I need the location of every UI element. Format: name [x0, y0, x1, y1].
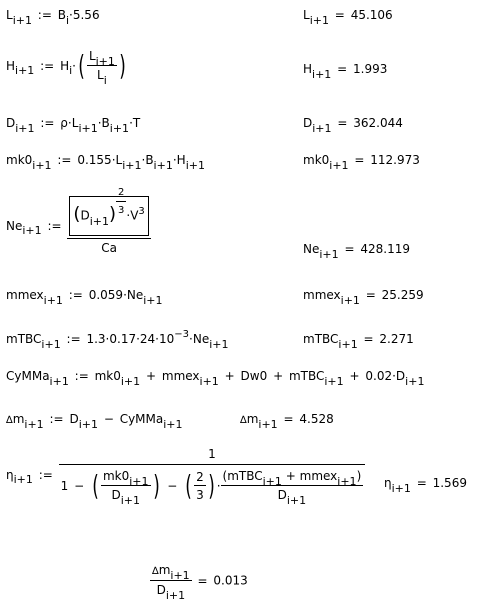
- var-mTBC: mTBC: [303, 332, 339, 346]
- var-Ne: Ne: [126, 288, 144, 302]
- subscript: i: [69, 64, 73, 77]
- result-value: 1.569: [432, 476, 467, 490]
- subscript: i+1: [122, 159, 142, 172]
- fraction-2-3: [194, 469, 206, 503]
- eq-D-definition: [6, 116, 141, 135]
- const: 0.02: [365, 369, 393, 383]
- assign-op: :=: [40, 116, 55, 130]
- right-paren: ): [356, 469, 362, 483]
- var-Ne: Ne: [6, 219, 23, 233]
- numerator: [221, 468, 364, 486]
- var-B: B: [101, 116, 110, 130]
- var-D: D: [303, 116, 313, 130]
- var-D: D: [395, 369, 406, 383]
- eq-mmex-definition: [6, 288, 163, 307]
- result-value: 428.119: [360, 242, 410, 256]
- var-Dw0: Dw0: [240, 369, 268, 383]
- var-H: H: [6, 59, 16, 73]
- var-D: D: [6, 116, 16, 130]
- eq-op: =: [365, 288, 376, 302]
- var-mTBC: mTBC: [288, 369, 325, 383]
- var-B: B: [57, 8, 66, 22]
- denominator: [101, 486, 151, 507]
- var-V: V: [130, 208, 139, 223]
- dot-op: ·: [392, 369, 396, 383]
- var-CyMMa: CyMMa: [6, 369, 50, 383]
- var-Ne: Ne: [192, 332, 210, 346]
- eq-op: =: [337, 116, 348, 130]
- var-D: D: [156, 583, 166, 597]
- subscript: i+1: [329, 159, 349, 172]
- subscript: i+1: [109, 122, 130, 135]
- subscript: i+1: [43, 294, 63, 307]
- var-mTBC: mTBC: [227, 469, 263, 483]
- subscript: i+1: [209, 338, 229, 351]
- minus-op: −: [103, 412, 114, 426]
- eq-Ne-result: [303, 242, 410, 261]
- minus-op: −: [74, 479, 85, 493]
- subscript: i: [65, 14, 70, 27]
- subscript: i: [103, 74, 107, 87]
- right-paren: ): [207, 469, 215, 502]
- delta-symbol: ∆: [6, 415, 13, 426]
- eq-eta-result: [384, 476, 467, 495]
- subscript: i+1: [340, 294, 360, 307]
- right-paren: ): [108, 203, 116, 225]
- var-mk0: mk0: [94, 369, 121, 383]
- var-L: L: [6, 8, 13, 22]
- superscript: −3: [174, 329, 190, 340]
- subscript: i+1: [324, 375, 344, 388]
- assign-op: :=: [49, 412, 64, 426]
- numerator: 1: [59, 446, 366, 465]
- eq-L-result: [303, 8, 393, 27]
- left-paren: (: [78, 49, 85, 82]
- const: 5.56: [72, 8, 100, 22]
- var-mTBC: mTBC: [6, 332, 42, 346]
- eq-op: =: [416, 476, 427, 490]
- subscript: i+1: [391, 482, 411, 495]
- denominator: [221, 486, 364, 507]
- var-H: H: [303, 62, 313, 76]
- var-m: m: [246, 412, 259, 426]
- assign-op: :=: [68, 288, 83, 302]
- const: 0.059: [88, 288, 124, 302]
- subscript: i+1: [78, 122, 98, 135]
- subscript: i+1: [95, 55, 115, 68]
- dot-op: ·: [72, 59, 76, 73]
- left-paren: (: [185, 469, 192, 502]
- fraction: [150, 562, 192, 602]
- fraction: [67, 187, 150, 256]
- var-Ne: Ne: [303, 242, 320, 256]
- assign-op: :=: [66, 332, 81, 346]
- result-value: 25.259: [381, 288, 424, 302]
- dot-op: ·: [69, 8, 73, 22]
- superscript: 3: [138, 205, 145, 217]
- subscript: i+1: [12, 14, 32, 27]
- var-mmex: mmex: [6, 288, 44, 302]
- var-mk0: mk0: [6, 153, 33, 167]
- subscript: i+1: [312, 122, 332, 135]
- numerator: [150, 562, 192, 581]
- delta-symbol: ∆: [240, 415, 247, 426]
- subscript: i+1: [22, 224, 42, 237]
- eq-CyMMa-definition: [6, 369, 425, 388]
- var-mmex: mmex: [303, 288, 341, 302]
- dot-op: ·: [172, 153, 177, 167]
- left-paren: (: [92, 469, 99, 502]
- subscript: i+1: [262, 475, 282, 488]
- denominator: [59, 465, 366, 507]
- var-mk0: mk0: [303, 153, 330, 167]
- fraction-mTBC-mmex-D: [221, 468, 364, 507]
- eq-mTBC-result: [303, 332, 414, 351]
- fraction-mk0-D: [101, 468, 151, 507]
- dot-op: ·: [126, 208, 131, 223]
- eq-Ne-definition: [6, 187, 151, 256]
- subscript: i+1: [165, 589, 186, 602]
- minus-op: −: [167, 479, 178, 493]
- var-eta: η: [384, 476, 392, 490]
- result-value: 1.993: [353, 62, 388, 76]
- var-L: L: [115, 153, 123, 167]
- eq-op: =: [363, 332, 374, 346]
- const-expr: 1.3·0.17·24·10: [86, 332, 175, 346]
- eq-ratio-result: [150, 562, 248, 602]
- eq-H-result: [303, 62, 388, 81]
- numerator: [67, 187, 150, 239]
- subscript: i+1: [319, 248, 339, 261]
- numerator: 2: [196, 470, 204, 484]
- left-paren: (: [73, 203, 81, 225]
- plus-op: +: [224, 369, 235, 383]
- subscript: i+1: [163, 418, 183, 431]
- numerator: [87, 48, 117, 66]
- subscript: i+1: [129, 475, 149, 488]
- bracket-group: [69, 187, 148, 236]
- subscript: i+1: [49, 375, 69, 388]
- subscript: i+1: [185, 159, 205, 172]
- assign-op: :=: [74, 369, 89, 383]
- subscript: i+1: [312, 68, 332, 81]
- subscript: i+1: [199, 375, 219, 388]
- var-D: D: [80, 208, 90, 223]
- var-D: D: [111, 488, 121, 502]
- subscript: i+1: [32, 159, 52, 172]
- eq-op: =: [283, 412, 294, 426]
- var-rho: ρ: [60, 116, 68, 130]
- var-T: T: [132, 116, 141, 130]
- eq-dm-definition: [6, 412, 183, 431]
- subscript: i+1: [258, 418, 278, 431]
- const: 1: [60, 479, 69, 493]
- dot-op: ·: [111, 153, 116, 167]
- subscript: i+1: [120, 494, 140, 507]
- result-value: 45.106: [350, 8, 393, 22]
- assign-op: :=: [37, 8, 52, 22]
- right-paren: ): [152, 469, 160, 502]
- dot-op: ·: [216, 479, 221, 493]
- subscript: i+1: [405, 375, 425, 388]
- var-H: H: [60, 59, 70, 73]
- subscript: i+1: [338, 338, 358, 351]
- var-H: H: [176, 153, 186, 167]
- plus-op: +: [349, 369, 360, 383]
- right-paren: ): [119, 49, 126, 82]
- assign-op: :=: [57, 153, 72, 167]
- dot-op: ·: [129, 116, 133, 130]
- left-paren: (: [222, 469, 228, 483]
- subscript: i+1: [120, 375, 141, 388]
- plus-op: +: [285, 469, 296, 483]
- exponent-fraction: [116, 185, 126, 219]
- denominator: [87, 66, 117, 87]
- result-value: 4.528: [299, 412, 334, 426]
- eq-op: =: [337, 62, 348, 76]
- subscript: i+1: [15, 64, 35, 77]
- eq-mk0-result: [303, 153, 420, 172]
- eq-eta-definition: [6, 446, 365, 507]
- dot-op: ·: [67, 116, 72, 130]
- var-L: L: [97, 68, 104, 82]
- var-B: B: [145, 153, 154, 167]
- var-D: D: [69, 412, 79, 426]
- subscript: i+1: [286, 494, 307, 507]
- fraction: [87, 48, 117, 87]
- eq-mmex-result: [303, 288, 424, 307]
- result-value: 2.271: [379, 332, 414, 346]
- dot-op: ·: [141, 153, 146, 167]
- eq-H-definition: [6, 48, 128, 87]
- subscript: i+1: [143, 294, 163, 307]
- eq-op: =: [334, 8, 345, 22]
- eq-L-definition: [6, 8, 100, 27]
- eq-dm-result: [240, 412, 334, 431]
- denominator: [150, 581, 192, 602]
- dot-op: ·: [123, 288, 127, 302]
- var-CyMMa: CyMMa: [119, 412, 164, 426]
- eq-mTBC-definition: [6, 329, 229, 351]
- subscript: i+1: [153, 159, 173, 172]
- eq-op: =: [344, 242, 355, 256]
- var-mmex: mmex: [161, 369, 200, 383]
- subscript: i+1: [337, 475, 357, 488]
- denominator: 3: [196, 488, 204, 502]
- var-mmex: mmex: [299, 469, 338, 483]
- plus-op: +: [145, 369, 157, 383]
- numerator: 2: [116, 185, 126, 202]
- result-value: 0.013: [213, 573, 248, 588]
- denominator: 3: [118, 205, 125, 216]
- var-mk0: mk0: [102, 469, 130, 483]
- result-value: 362.044: [353, 116, 403, 130]
- var-L: L: [71, 116, 79, 130]
- subscript: i+1: [170, 569, 190, 582]
- subscript: i+1: [13, 473, 33, 486]
- var-eta: η: [6, 468, 14, 482]
- assign-op: :=: [38, 468, 53, 482]
- plus-op: +: [273, 369, 284, 383]
- var-L: L: [303, 8, 310, 22]
- eq-op: =: [354, 153, 365, 167]
- subscript: i+1: [89, 214, 109, 228]
- dot-op: ·: [97, 116, 102, 130]
- eq-op: =: [197, 573, 208, 588]
- main-fraction: [59, 446, 366, 507]
- subscript: i+1: [41, 338, 61, 351]
- const: 0.155: [77, 153, 112, 167]
- dot-op: ·: [189, 332, 193, 346]
- delta-symbol: ∆: [152, 566, 159, 577]
- var-D: D: [277, 488, 287, 502]
- eq-mk0-definition: [6, 153, 205, 172]
- subscript: i+1: [24, 418, 44, 431]
- denominator: Ca: [101, 241, 117, 255]
- assign-op: :=: [47, 219, 62, 233]
- var-L: L: [88, 49, 96, 63]
- subscript: i+1: [309, 14, 329, 27]
- var-m: m: [12, 412, 25, 426]
- result-value: 112.973: [370, 153, 420, 167]
- numerator: [101, 468, 151, 486]
- assign-op: :=: [40, 59, 55, 73]
- subscript: i+1: [78, 418, 98, 431]
- subscript: i+1: [15, 122, 35, 135]
- eq-D-result: [303, 116, 403, 135]
- var-m: m: [158, 563, 171, 577]
